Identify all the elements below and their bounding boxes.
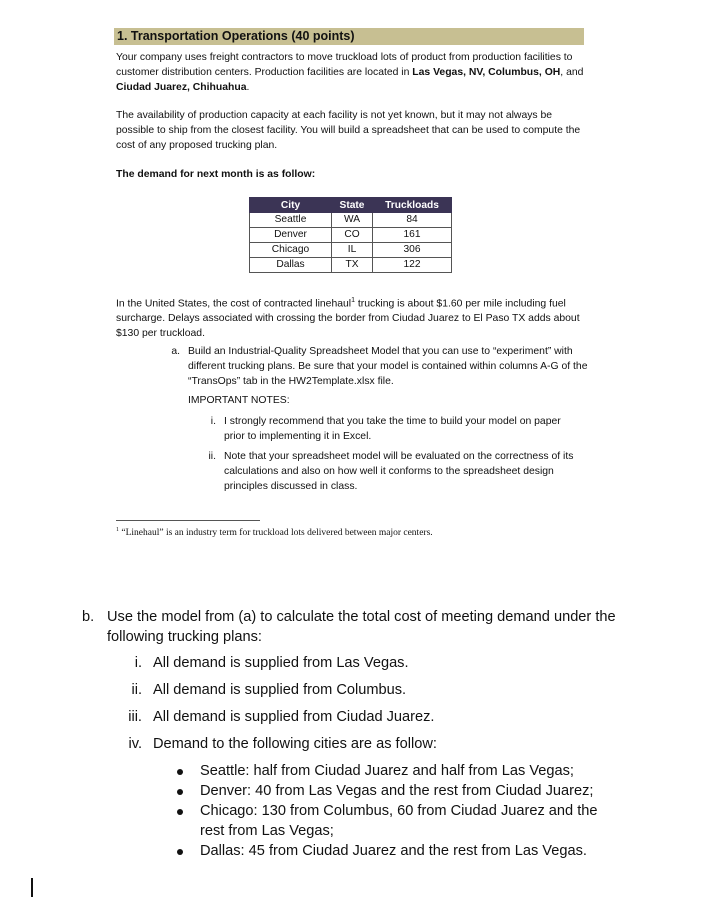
cell-truckloads: 161 <box>373 228 452 243</box>
note-i-marker: i. <box>210 416 216 427</box>
bullet-icon <box>177 809 183 815</box>
cell-state: TX <box>332 258 373 273</box>
cell-truckloads: 306 <box>373 243 452 258</box>
header-city: City <box>250 198 332 213</box>
part-b-text: Use the model from (a) to calculate the total cost of meeting demand under the following trucking plans: <box>107 609 616 645</box>
part-a-marker: a. <box>171 346 180 357</box>
intro-and: , and <box>560 66 584 78</box>
demand-heading: The demand for next month is as follow: <box>116 169 316 180</box>
note-ii-text: Note that your spreadsheet model will be evaluated on the correctness of its calculations and also on how well it conforms to the spreadsheet design principles discussed in class. <box>224 451 574 492</box>
cost-text-post: trucking is about $1.60 per mile including fuel surcharge. Delays associated with crossing the border from Ciudad Juarez to El Paso TX adds about $130 per truckload. <box>116 298 580 340</box>
bullet-icon <box>177 769 183 775</box>
text-cursor <box>31 878 33 897</box>
table-row <box>250 228 452 243</box>
footnote <box>116 527 433 538</box>
cell-city: Dallas <box>250 258 332 273</box>
cell-city: Denver <box>250 228 332 243</box>
part-a-text: Build an Industrial-Quality Spreadsheet Model that you can use to “experiment” with different trucking plans. Be sure that your model is contained within columns A-G of the “TransOps” tab in the HW2Template.xlsx file. <box>188 346 588 387</box>
table-header-row <box>250 198 452 213</box>
cell-state: CO <box>332 228 373 243</box>
cell-state: WA <box>332 213 373 228</box>
table-row <box>250 243 452 258</box>
intro-paragraph <box>116 51 586 95</box>
plan-ii-text: All demand is supplied from Columbus. <box>153 682 407 698</box>
section-title: 1. Transportation Operations (40 points) <box>114 28 584 45</box>
intro-locations-1: Las Vegas, NV, Columbus, OH <box>412 66 561 78</box>
table-row <box>250 258 452 273</box>
cell-truckloads: 122 <box>373 258 452 273</box>
plan-i-marker: i. <box>134 655 142 671</box>
plan-iv-text: Demand to the following cities are as follow: <box>153 736 437 752</box>
bullet-chicago: Chicago: 130 from Columbus, 60 from Ciudad Juarez and the rest from Las Vegas; <box>200 803 598 839</box>
part-b-marker: b. <box>82 609 95 625</box>
bullet-denver: Denver: 40 from Las Vegas and the rest from Ciudad Juarez; <box>200 783 594 799</box>
plan-iv-marker: iv. <box>128 736 142 752</box>
availability-paragraph: The availability of production capacity at each facility is not yet known, but it may not always be possible to ship from the closest facility. You will build a spreadsheet that can be used to compute the cost of any proposed trucking plan. <box>116 110 581 151</box>
cell-city: Seattle <box>250 213 332 228</box>
footnote-text: “Linehaul” is an industry term for truckload lots delivered between major centers. <box>119 528 433 539</box>
note-ii-marker: ii. <box>208 451 216 462</box>
footnote-ref: 1 <box>351 297 355 304</box>
bullet-dallas: Dallas: 45 from Ciudad Juarez and the rest from Las Vegas. <box>200 843 587 859</box>
cell-state: IL <box>332 243 373 258</box>
cost-text-pre: In the United States, the cost of contracted linehaul <box>116 298 352 310</box>
header-state: State <box>332 198 373 213</box>
bullet-seattle: Seattle: half from Ciudad Juarez and half from Las Vegas; <box>200 763 574 779</box>
intro-locations-2: Ciudad Juarez, Chihuahua <box>116 81 247 93</box>
bullet-icon <box>177 789 183 795</box>
bullet-icon <box>177 849 183 855</box>
plan-ii-marker: ii. <box>131 682 142 698</box>
footnote-divider <box>116 520 260 521</box>
intro-text: Your company uses freight contractors to move truckload lots of product from production facilities to customer distribution centers. Production facilities are located in <box>116 52 573 78</box>
plan-iii-marker: iii. <box>128 709 142 725</box>
note-i-text: I strongly recommend that you take the time to build your model on paper prior to implementing it in Excel. <box>224 416 561 442</box>
cell-truckloads: 84 <box>373 213 452 228</box>
table-row <box>250 213 452 228</box>
plan-i-text: All demand is supplied from Las Vegas. <box>153 655 409 671</box>
demand-table <box>249 197 452 273</box>
header-truckloads: Truckloads <box>373 198 452 213</box>
plan-iii-text: All demand is supplied from Ciudad Juarez. <box>153 709 435 725</box>
cell-city: Chicago <box>250 243 332 258</box>
intro-period: . <box>246 81 250 93</box>
important-notes-label: IMPORTANT NOTES: <box>188 395 290 406</box>
cost-paragraph <box>116 294 586 342</box>
footnote-number: 1 <box>116 527 119 533</box>
